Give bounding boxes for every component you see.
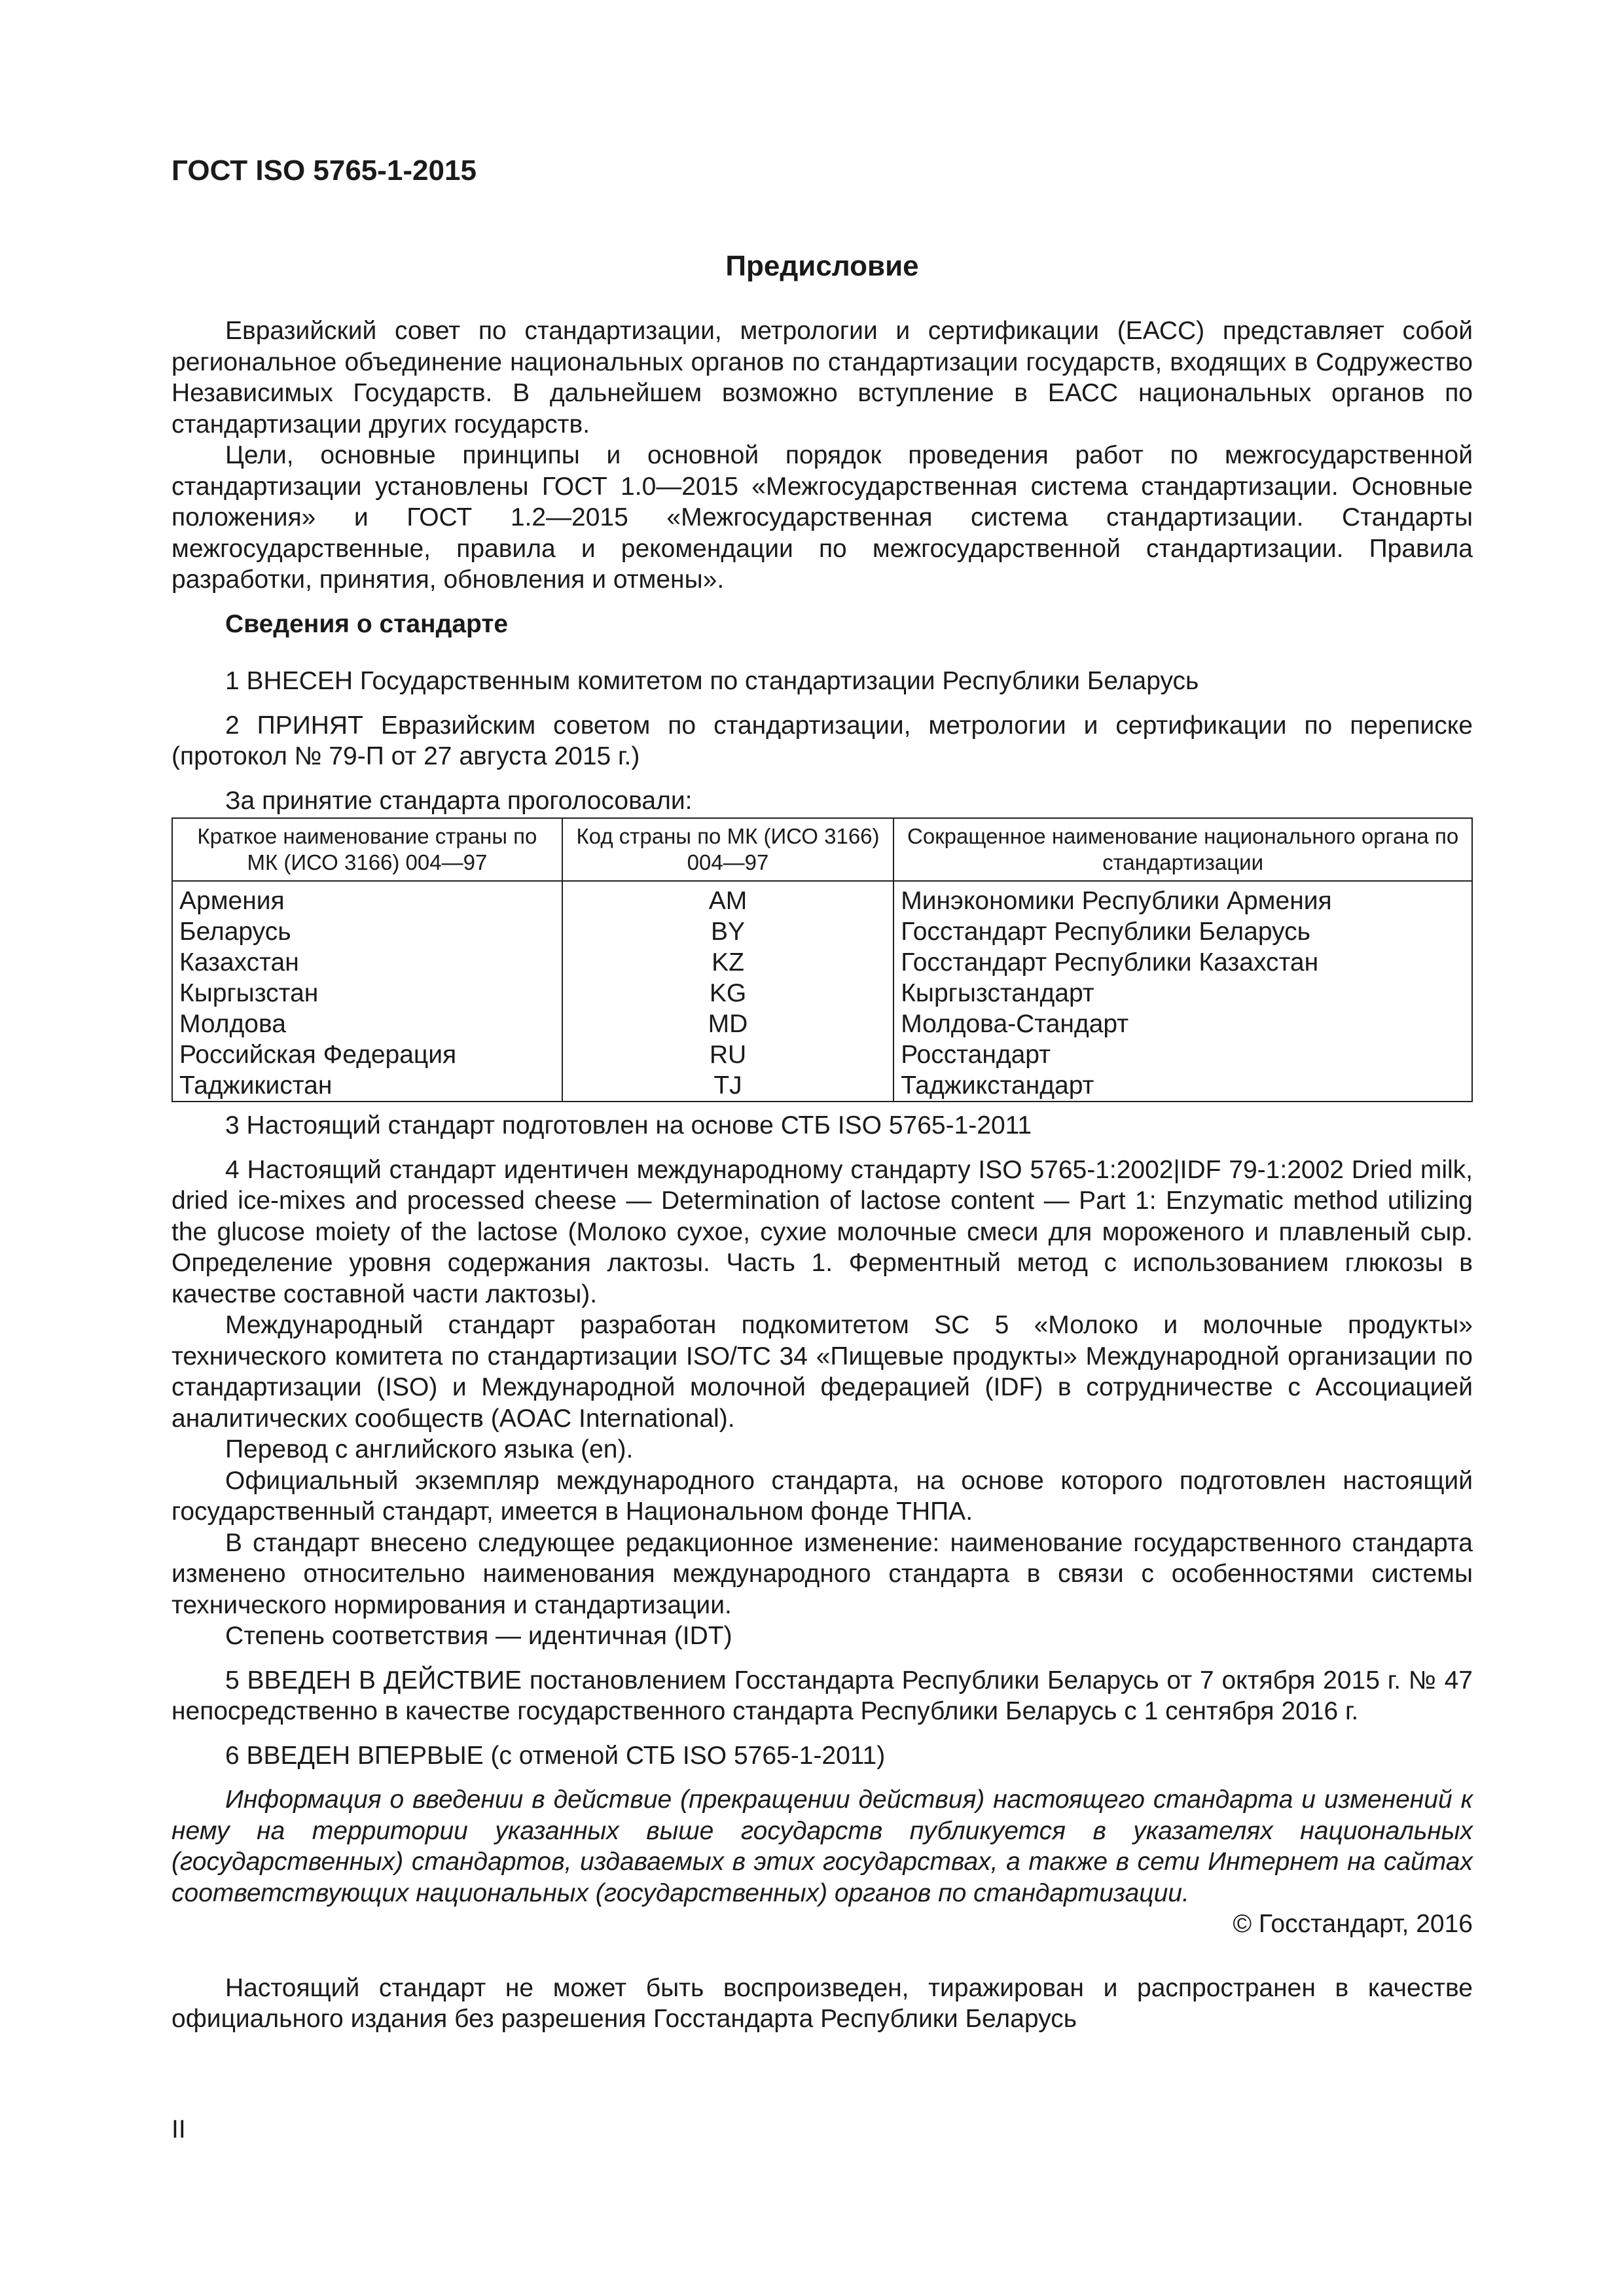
cell-country: Армения xyxy=(172,881,562,916)
cell-body: Молдова-Стандарт xyxy=(893,1009,1472,1039)
item-4-paragraph-3: Перевод с английского языка (en). xyxy=(225,1435,634,1463)
vote-intro: За принятие стандарта проголосовали: xyxy=(225,786,693,815)
cell-country: Казахстан xyxy=(172,947,562,978)
cell-body: Госстандарт Республики Беларусь xyxy=(893,916,1472,947)
table-row xyxy=(172,1070,1472,1102)
cell-country: Молдова xyxy=(172,1009,562,1039)
section-heading: Сведения о стандарте xyxy=(225,609,509,638)
item-1: 1 ВНЕСЕН Государственным комитетом по стандартизации Республики Беларусь xyxy=(225,667,1199,695)
item-3: 3 Настоящий стандарт подготовлен на основе СТБ ISO 5765-1-2011 xyxy=(225,1111,1032,1139)
paragraph-preamble-2: Цели, основные принципы и основной порядок проведения работ по межгосударственной стандартизации установлены ГОСТ 1.0—2015 «Межгосударственная система стандартизации. Основные положения» и ГОСТ 1.2—2015 «Межгосударственная система стандартизации. Стандарты межгосударственные, правила и рекомендации по межгосударственной стандартизации. Правила разработки, принятия, обновления и отмены». xyxy=(171,441,1473,594)
cell-country: Беларусь xyxy=(172,916,562,947)
cell-code: KG xyxy=(562,978,893,1009)
page-title: Предисловие xyxy=(725,250,919,282)
item-4-paragraph-4: Официальный экземпляр международного стандарта, на основе которого подготовлен настоящий государственный стандарт, имеется в Национальном фонде ТНПА. xyxy=(171,1466,1473,1526)
notice-paragraph: Информация о введении в действие (прекращении действия) настоящего стандарта и изменений к нему на территории указанных выше государств публикуется в указателях национальных (государственных) стандартов, издаваемых в этих государствах, а также в сети Интернет на сайтах соответствующих национальных (государственных) органов по стандартизации. xyxy=(171,1785,1473,1907)
item-4-paragraph-2: Международный стандарт разработан подкомитетом SC 5 «Молоко и молочные продукты» технического комитета по стандартизации ISO/TC 34 «Пищевые продукты» Международной организации по стандартизации (ISO) и Международной молочной федерацией (IDF) в сотрудничестве с Ассоциацией аналитических сообществ (AOAC International). xyxy=(171,1311,1473,1433)
cell-code: KZ xyxy=(562,947,893,978)
header-country-code: Код страны по МК (ИСО 3166) 004—97 xyxy=(562,818,893,881)
cell-body: Таджикстандарт xyxy=(893,1070,1472,1102)
cell-country: Таджикистан xyxy=(172,1070,562,1102)
cell-body: Госстандарт Республики Казахстан xyxy=(893,947,1472,978)
header-country-name: Краткое наименование страны по МК (ИСО 3166) 004—97 xyxy=(172,818,562,881)
item-5: 5 ВВЕДЕН В ДЕЙСТВИЕ постановлением Госстандарта Республики Беларусь от 7 октября 2015 г. № 47 непосредственно в качестве государственного стандарта Республики Беларусь с 1 сентября 2016 г. xyxy=(171,1666,1473,1725)
paragraph-preamble-1: Евразийский совет по стандартизации, метрологии и сертификации (ЕАСС) представляет собой региональное объединение национальных органов по стандартизации государств, входящих в Содружество Независимых Государств. В дальнейшем возможно вступление в ЕАСС национальных органов по стандартизации других государств. xyxy=(171,317,1473,439)
cell-code: AM xyxy=(562,881,893,916)
table-row xyxy=(172,881,1472,916)
item-2: 2 ПРИНЯТ Евразийским советом по стандартизации, метрологии и сертификации по переписке (протокол № 79-П от 27 августа 2015 г.) xyxy=(171,711,1473,770)
item-6: 6 ВВЕДЕН ВПЕРВЫЕ (с отменой СТБ ISO 5765-1-2011) xyxy=(225,1741,886,1770)
cell-code: TJ xyxy=(562,1070,893,1102)
item-4-paragraph-6: Степень соответствия — идентичная (IDT) xyxy=(225,1622,732,1650)
table-row xyxy=(172,916,1472,947)
header-standards-body: Сокращенное наименование национального органа по стандартизации xyxy=(893,818,1472,881)
restriction-paragraph: Настоящий стандарт не может быть воспроизведен, тиражирован и распространен в качестве официального издания без разрешения Госстандарта Республики Беларусь xyxy=(171,1973,1473,2033)
table-row xyxy=(172,978,1472,1009)
copyright-line: © Госстандарт, 2016 xyxy=(1233,1910,1473,1938)
cell-country: Российская Федерация xyxy=(172,1039,562,1070)
document-header: ГОСТ ISO 5765-1-2015 xyxy=(171,154,477,187)
page-number: II xyxy=(171,2115,186,2144)
item-4-paragraph-1: 4 Настоящий стандарт идентичен международному стандарту ISO 5765-1:2002|IDF 79-1:2002 Dried milk, dried ice-mixes and processed cheese — Determination of lactose content — Part 1: Enzymatic method utilizing the glucose moiety of the lactose (Молоко сухое, сухие молочные смеси для мороженого и плавленый сыр. Определение уровня содержания лактозы. Часть 1. Ферментный метод с использованием глюкозы в качестве составной части лактозы). xyxy=(171,1155,1473,1308)
cell-body: Минэкономики Республики Армения xyxy=(893,881,1472,916)
cell-body: Росстандарт xyxy=(893,1039,1472,1070)
cell-country: Кыргызстан xyxy=(172,978,562,1009)
table-header-row xyxy=(172,818,1472,881)
table-row xyxy=(172,1039,1472,1070)
cell-body: Кыргызстандарт xyxy=(893,978,1472,1009)
document-page xyxy=(171,154,1473,2035)
table-row xyxy=(172,947,1472,978)
cell-code: BY xyxy=(562,916,893,947)
cell-code: MD xyxy=(562,1009,893,1039)
table-row xyxy=(172,1009,1472,1039)
voting-table xyxy=(171,817,1473,1102)
item-4-paragraph-5: В стандарт внесено следующее редакционное изменение: наименование государственного стандарта изменено относительно наименования международного стандарта в связи с особенностями системы технического нормирования и стандартизации. xyxy=(171,1528,1473,1619)
cell-code: RU xyxy=(562,1039,893,1070)
